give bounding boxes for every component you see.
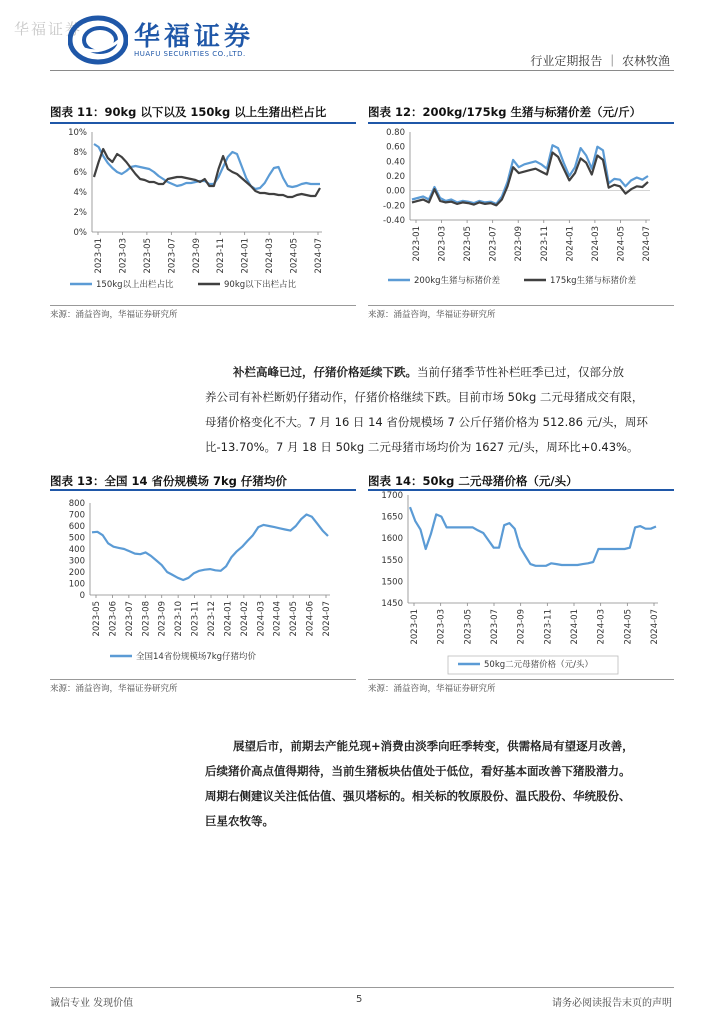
figure-12-bottom-rule (368, 305, 674, 306)
legend-label-2: 175kg生猪与标猪价差 (550, 276, 637, 286)
y-tick-label: 6% (73, 168, 87, 178)
brand-name-en: HUAFU SECURITIES CO.,LTD. (134, 50, 246, 58)
x-tick-label: 2024-07 (322, 601, 332, 637)
y-tick-label: 500 (68, 533, 85, 544)
x-tick-label: 2024-01 (223, 601, 234, 637)
x-tick-label: 2024-01 (570, 609, 580, 645)
series-line-2 (94, 149, 320, 197)
x-tick-label: 2024-07 (650, 609, 660, 645)
y-tick-label: 4% (73, 188, 87, 198)
x-tick-label: 2023-03 (118, 238, 129, 274)
x-tick-label: 2024-06 (305, 601, 316, 637)
figure-12-title: 图表 12：200kg/175kg 生猪与标猪价差（元/斤） (368, 105, 642, 119)
x-tick-label: 2023-11 (543, 609, 554, 645)
x-tick-label: 2023-03 (437, 226, 448, 262)
legend-label-1: 200kg生猪与标猪价差 (414, 276, 501, 286)
x-tick-label: 2024-03 (265, 238, 276, 274)
y-tick-label: 300 (68, 556, 85, 567)
x-tick-label: 2023-01 (412, 226, 422, 262)
footer-divider (50, 987, 674, 988)
x-tick-label: 2024-07 (642, 226, 652, 262)
x-tick-label: 2024-05 (289, 601, 300, 637)
x-tick-label: 2023-12 (207, 601, 217, 637)
y-tick-label: 0.60 (386, 142, 405, 153)
y-tick-label: 1500 (381, 577, 403, 588)
x-tick-label: 2023-11 (216, 238, 227, 274)
paragraph-1-line-3: 母猪价格变化不大。7 月 16 日 14 省份规模场 7 公斤仔猪价格为 512.86 元/头，周环 (205, 415, 648, 429)
figure-12-chart (368, 124, 674, 304)
y-tick-label: 200 (68, 568, 85, 578)
x-tick-label: 2023-07 (124, 601, 135, 637)
x-tick-label: 2023-05 (92, 601, 102, 637)
paragraph-1-line-4: 比-13.70%。7 月 18 日 50kg 二元母猪市场均价为 1627 元/头，周环比+0.43%。 (205, 440, 639, 454)
report-category: 行业定期报告 ｜ 农林牧渔 (530, 54, 670, 68)
y-tick-label: 0% (73, 228, 87, 238)
x-tick-label: 2023-09 (157, 601, 168, 637)
x-tick-label: 2023-09 (514, 226, 525, 262)
paragraph-2-line-2: 后续猪价高点值得期待，当前生猪板块估值处于低位，看好基本面改善下猪股潜力。 (205, 764, 631, 778)
paragraph-1-text-1: 当前仔猪季节性补栏旺季已过，仅部分放 (417, 365, 624, 379)
figure-11-chart (50, 124, 356, 304)
x-tick-label: 2023-07 (488, 226, 499, 262)
paragraph-2-line-3: 周期右侧建议关注低估值、强贝塔标的。相关标的牧原股份、温氏股份、华统股份、 (205, 789, 631, 803)
x-tick-label: 2023-07 (490, 609, 500, 645)
footer-slogan: 诚信专业 发现价值 (50, 998, 134, 1009)
page-number: 5 (356, 994, 363, 1005)
x-tick-label: 2023-05 (463, 226, 474, 262)
x-tick-label: 2023-09 (516, 609, 527, 645)
series-line-1 (410, 507, 656, 566)
figure-12-source: 来源：涌益咨询，华福证券研究所 (368, 310, 496, 320)
x-tick-label: 2023-10 (174, 601, 185, 637)
y-tick-label: 1600 (381, 534, 403, 545)
figure-14-title: 图表 14：50kg 二元母猪价格（元/头） (368, 474, 578, 488)
y-tick-label: -0.40 (383, 216, 405, 226)
paragraph-2-line-4: 巨星农牧等。 (205, 814, 274, 828)
figure-13-title: 图表 13：全国 14 省份规模场 7kg 仔猪均价 (50, 474, 287, 488)
series-line-1 (92, 515, 328, 581)
x-tick-label: 2024-05 (623, 609, 634, 645)
y-tick-label: 400 (68, 545, 85, 555)
x-tick-label: 2023-08 (141, 601, 152, 637)
y-tick-label: 0 (79, 591, 85, 601)
y-tick-label: 1700 (381, 491, 403, 501)
paragraph-2-lead: 展望后市， (233, 739, 291, 753)
x-tick-label: 2023-06 (108, 601, 119, 637)
paragraph-2-text-1: 前期去产能兑现+消费由淡季向旺季转变，供需格局有望逐月改善， (290, 739, 634, 753)
x-tick-label: 2024-03 (590, 226, 601, 262)
figure-13-chart (50, 491, 356, 677)
x-tick-label: 2023-11 (539, 226, 550, 262)
x-tick-label: 2024-07 (314, 238, 324, 274)
paragraph-1-lead: 补栏高峰已过，仔猪价格延续下跌。 (233, 365, 417, 379)
y-tick-label: 0.80 (386, 128, 405, 138)
x-tick-label: 2024-03 (256, 601, 267, 637)
figure-11-source: 来源：涌益咨询，华福证券研究所 (50, 310, 178, 320)
y-tick-label: 600 (68, 522, 85, 532)
figure-11-title: 图表 11：90kg 以下以及 150kg 以上生猪出栏占比 (50, 105, 327, 119)
y-tick-label: 100 (68, 579, 85, 590)
x-tick-label: 2023-11 (190, 601, 201, 637)
x-tick-label: 2023-09 (191, 238, 202, 274)
brand-emblem-icon (68, 14, 128, 66)
figure-14-source: 来源：涌益咨询，华福证券研究所 (368, 684, 496, 694)
brand-name-cn: 华福证券 (134, 22, 255, 52)
y-tick-label: 8% (73, 148, 87, 158)
y-tick-label: 1550 (381, 555, 403, 566)
x-tick-label: 2023-05 (142, 238, 153, 274)
y-tick-label: 2% (73, 208, 87, 218)
x-tick-label: 2024-04 (272, 601, 283, 637)
y-tick-label: 10% (68, 128, 87, 138)
y-tick-label: 700 (68, 510, 85, 521)
y-tick-label: 0.40 (386, 157, 405, 168)
figure-11-bottom-rule (50, 305, 356, 306)
x-tick-label: 2023-05 (463, 609, 474, 645)
x-tick-label: 2024-01 (565, 226, 576, 262)
legend-label-1: 全国14省份规模场7kg仔猪均价 (136, 652, 257, 662)
watermark: 华福证券 (14, 20, 83, 38)
x-tick-label: 2024-02 (239, 601, 250, 637)
legend-label-2: 90kg以下出栏占比 (224, 280, 297, 290)
header-divider (50, 70, 674, 71)
x-tick-label: 2023-07 (167, 238, 178, 274)
x-tick-label: 2023-01 (410, 609, 420, 645)
figure-14-chart (368, 491, 674, 677)
paragraph-2-line-1 (233, 734, 673, 759)
y-tick-label: 1650 (381, 512, 403, 523)
paragraph-1-line-2: 养公司有补栏断奶仔猪动作，仔猪价格继续下跌。目前市场 50kg 二元母猪成交有限， (205, 390, 644, 404)
y-tick-label: 0.00 (386, 186, 405, 197)
paragraph-1-line-1 (233, 360, 673, 385)
figure-13-source: 来源：涌益咨询，华福证券研究所 (50, 684, 178, 694)
y-tick-label: 0.20 (386, 172, 405, 182)
x-tick-label: 2024-01 (240, 238, 251, 274)
x-tick-label: 2023-03 (436, 609, 447, 645)
figure-14-bottom-rule (368, 679, 674, 680)
brand-logo (68, 14, 268, 66)
x-tick-label: 2024-05 (289, 237, 300, 274)
y-tick-label: 800 (68, 499, 85, 509)
figure-13-bottom-rule (50, 679, 356, 680)
x-tick-label: 2023-01 (94, 238, 104, 274)
x-tick-label: 2024-03 (596, 609, 607, 645)
y-tick-label: 1450 (381, 599, 403, 609)
y-tick-label: -0.20 (383, 201, 405, 212)
series-line-1 (412, 145, 648, 204)
legend-label-1: 150kg以上出栏占比 (96, 280, 174, 290)
footer-disclaimer: 请务必阅读报告末页的声明 (552, 998, 672, 1009)
x-tick-label: 2024-05 (616, 226, 627, 262)
legend-label-1: 50kg二元母猪价格（元/头） (484, 660, 593, 670)
